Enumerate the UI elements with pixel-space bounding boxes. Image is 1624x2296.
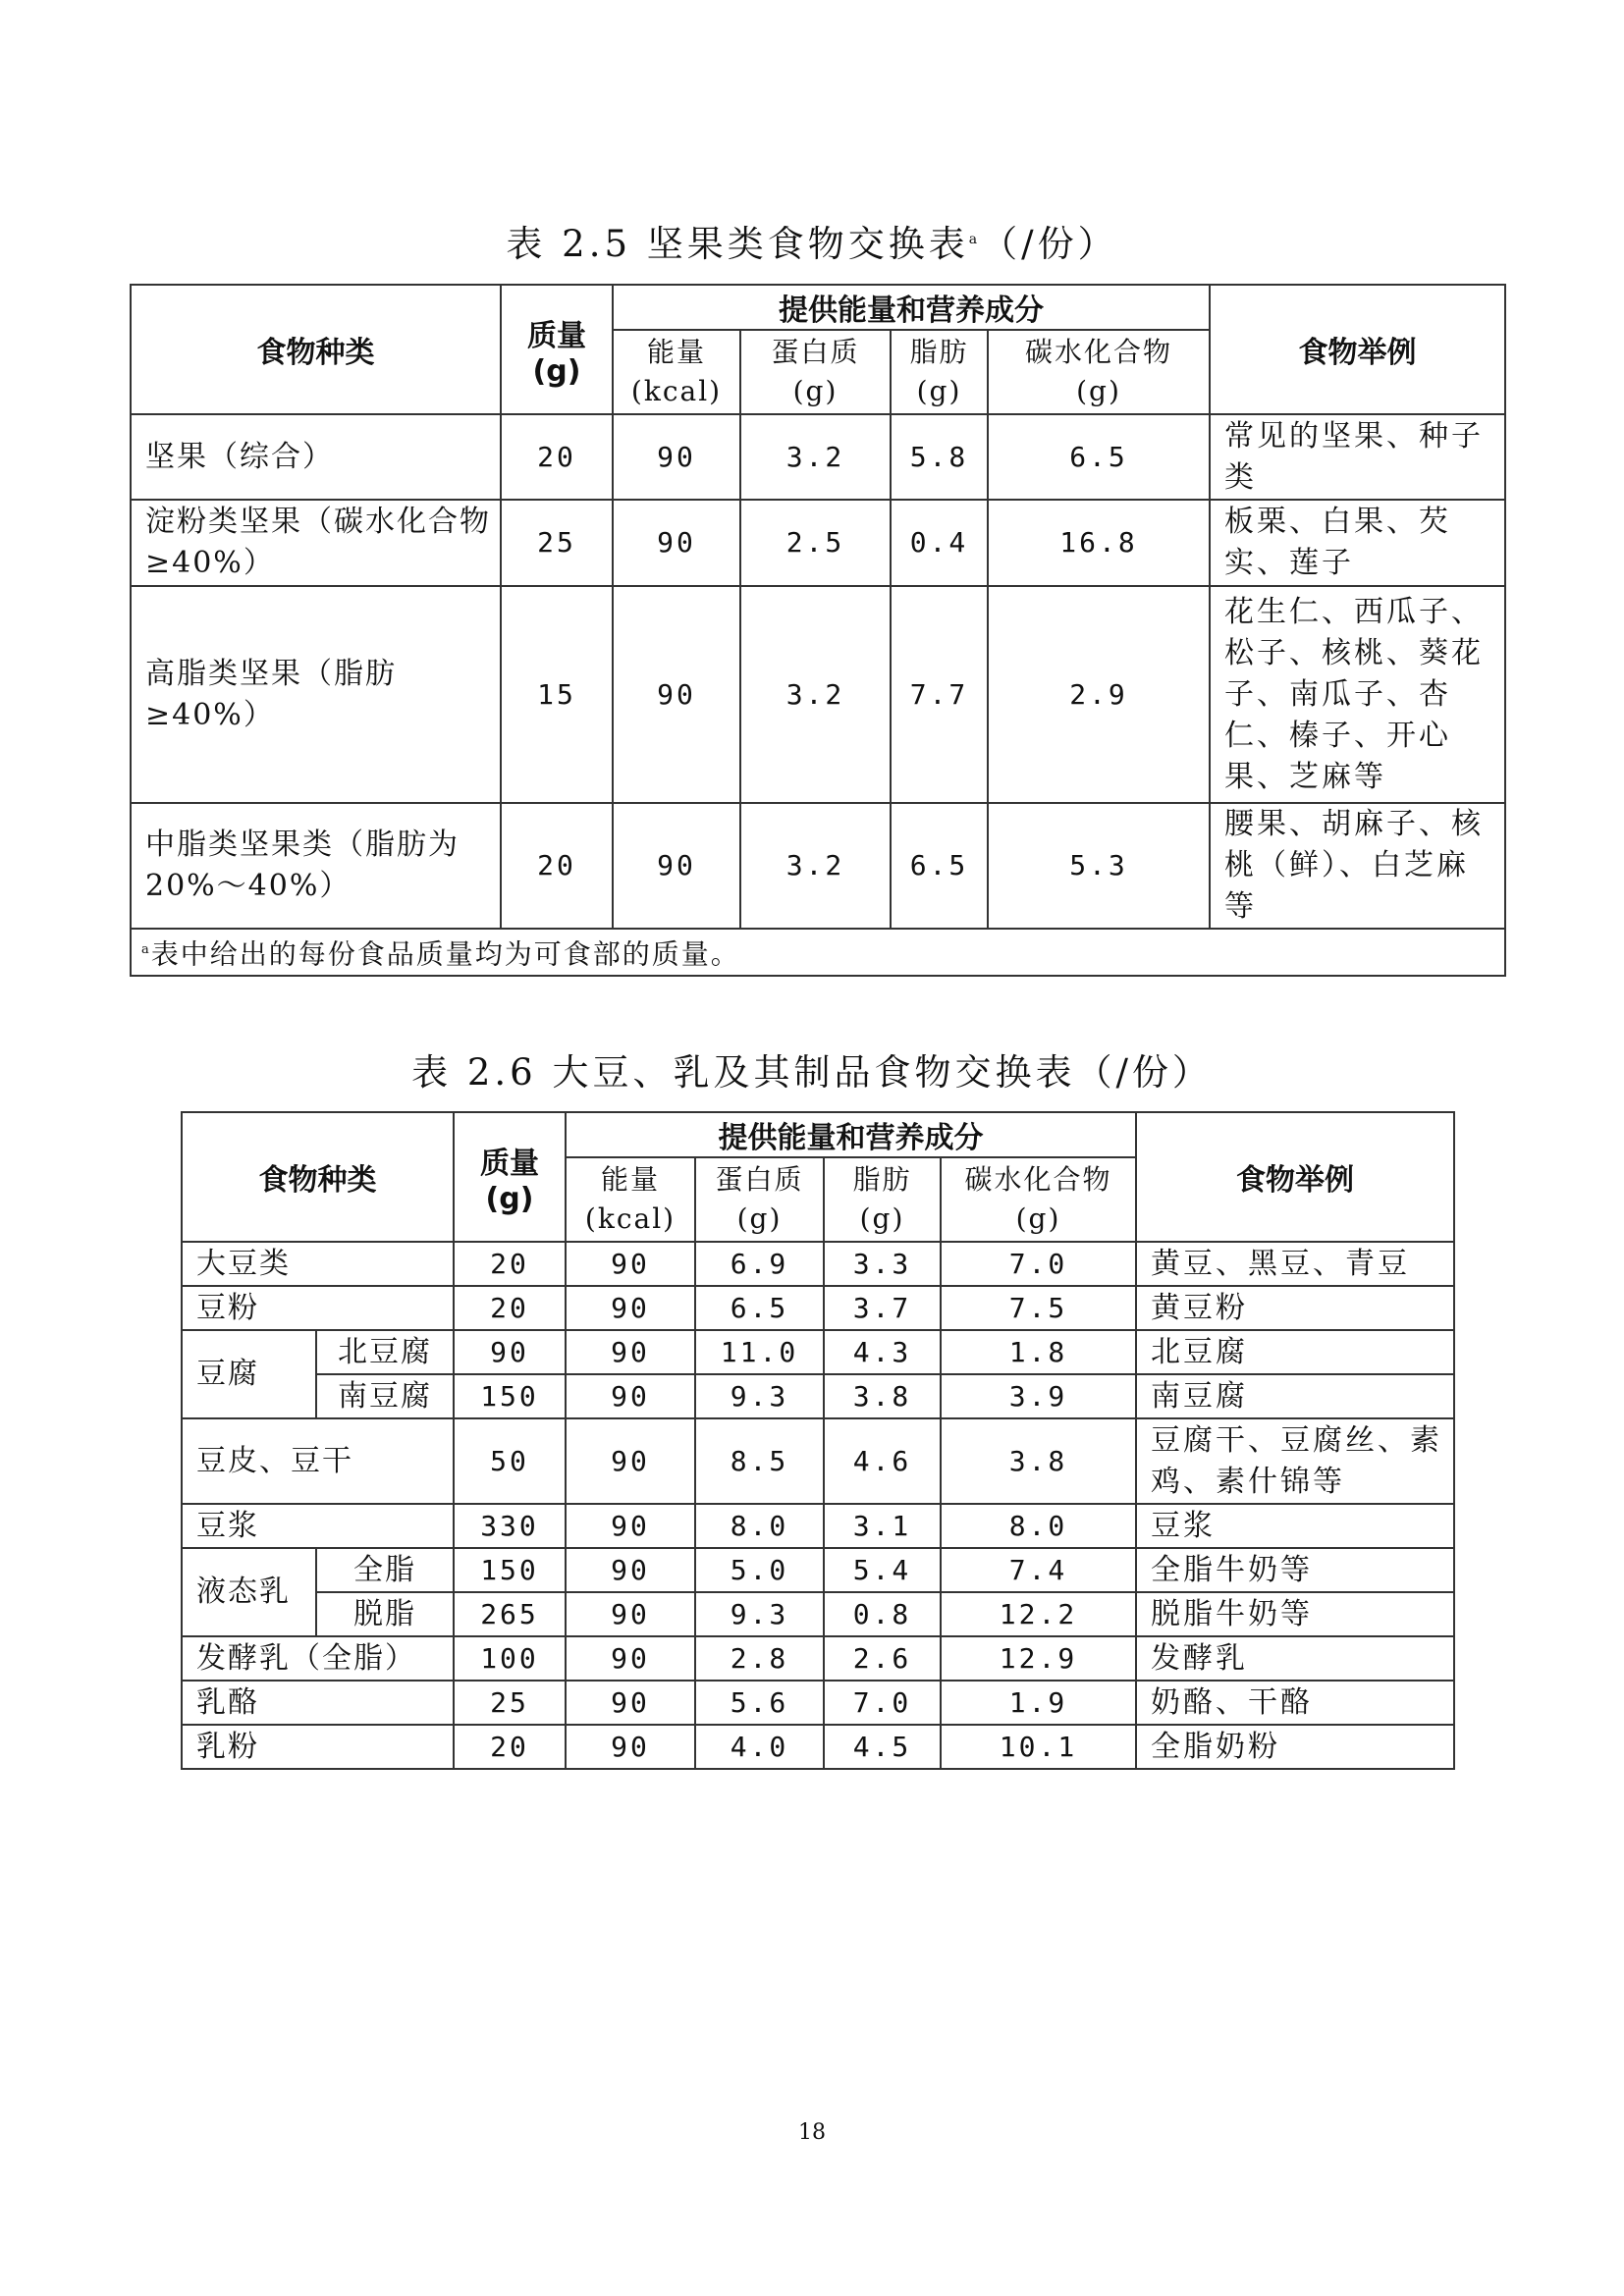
cell-subtype: 南豆腐	[316, 1374, 454, 1418]
header-fat-label: 脂肪	[909, 336, 969, 368]
cell-examples: 花生仁、西瓜子、松子、核桃、葵花子、南瓜子、杏仁、榛子、开心果、芝麻等	[1210, 586, 1505, 803]
header-fat-unit: (g)	[859, 1202, 905, 1235]
cell-fat: 7.7	[891, 586, 988, 803]
header-carb-unit: (g)	[1015, 1202, 1061, 1235]
table-row	[182, 1725, 1454, 1769]
header-energy-unit: (kcal)	[630, 375, 723, 407]
table-2-6-caption	[0, 1042, 1624, 1095]
table-row	[182, 1330, 1454, 1374]
cell-carb: 2.9	[988, 586, 1210, 803]
header-protein-label: 蛋白质	[771, 336, 860, 368]
cell-subtype: 全脂	[316, 1548, 454, 1592]
cell-energy: 90	[613, 414, 740, 500]
cell-protein: 3.2	[740, 414, 891, 500]
cell-food: 淀粉类坚果（碳水化合物≥40%）	[131, 500, 501, 586]
header-food-type: 食物种类	[182, 1112, 454, 1242]
header-carb	[988, 330, 1210, 414]
header-carb-unit: (g)	[1076, 375, 1121, 407]
cell-examples: 腰果、胡麻子、核桃（鲜）、白芝麻等	[1210, 803, 1505, 929]
cell-mass: 25	[501, 500, 613, 586]
header-energy	[613, 330, 740, 414]
header-energy-label: 能量	[646, 336, 706, 368]
table-row	[182, 1374, 1454, 1418]
cell-carb: 6.5	[988, 414, 1210, 500]
table-row	[182, 1548, 1454, 1592]
cell-fat: 4.3	[824, 1330, 941, 1374]
cell-carb: 1.9	[941, 1681, 1136, 1725]
cell-energy: 90	[566, 1725, 695, 1769]
header-energy	[566, 1157, 695, 1242]
cell-energy: 90	[566, 1286, 695, 1330]
header-mass-unit: (g)	[532, 353, 581, 389]
cell-protein: 8.0	[695, 1504, 824, 1548]
header-mass-unit: (g)	[485, 1181, 534, 1216]
cell-mass: 330	[454, 1504, 566, 1548]
cell-subtype: 北豆腐	[316, 1330, 454, 1374]
cell-carb: 8.0	[941, 1504, 1136, 1548]
cell-mass: 20	[501, 803, 613, 929]
table-row	[131, 414, 1505, 500]
cell-mass: 25	[454, 1681, 566, 1725]
header-mass-label: 质量	[527, 318, 586, 353]
table-2-5	[130, 284, 1506, 977]
cell-mass: 150	[454, 1548, 566, 1592]
cell-protein: 9.3	[695, 1374, 824, 1418]
cell-fat: 5.4	[824, 1548, 941, 1592]
cell-carb: 7.5	[941, 1286, 1136, 1330]
cell-mass: 150	[454, 1374, 566, 1418]
table-row	[182, 1592, 1454, 1636]
header-carb-label: 碳水化合物	[964, 1163, 1112, 1196]
header-protein-label: 蛋白质	[715, 1163, 804, 1196]
cell-energy: 90	[613, 500, 740, 586]
cell-examples: 全脂奶粉	[1136, 1725, 1454, 1769]
table-row	[182, 1418, 1454, 1504]
cell-food: 豆皮、豆干	[182, 1418, 454, 1504]
cell-food: 坚果（综合）	[131, 414, 501, 500]
cell-mass: 90	[454, 1330, 566, 1374]
cell-food: 高脂类坚果（脂肪≥40%）	[131, 586, 501, 803]
cell-energy: 90	[566, 1374, 695, 1418]
table-2-6	[181, 1111, 1455, 1770]
header-protein	[740, 330, 891, 414]
header-energy-label: 能量	[600, 1163, 660, 1196]
cell-fat: 4.6	[824, 1418, 941, 1504]
cell-examples: 奶酪、干酪	[1136, 1681, 1454, 1725]
cell-mass: 50	[454, 1418, 566, 1504]
table-row	[131, 586, 1505, 803]
header-provides: 提供能量和营养成分	[613, 285, 1210, 330]
caption-footnote-mark: a	[968, 231, 978, 247]
cell-mass: 15	[501, 586, 613, 803]
cell-protein: 8.5	[695, 1418, 824, 1504]
caption-unit: （/份）	[981, 223, 1118, 265]
cell-food: 中脂类坚果类（脂肪为20%～40%）	[131, 803, 501, 929]
cell-food: 乳粉	[182, 1725, 454, 1769]
cell-examples: 北豆腐	[1136, 1330, 1454, 1374]
header-mass-label: 质量	[480, 1146, 539, 1181]
cell-food: 发酵乳（全脂）	[182, 1636, 454, 1681]
cell-fat: 2.6	[824, 1636, 941, 1681]
cell-fat: 0.4	[891, 500, 988, 586]
header-mass	[501, 285, 613, 414]
cell-mass: 20	[454, 1242, 566, 1286]
cell-mass: 20	[501, 414, 613, 500]
cell-energy: 90	[566, 1548, 695, 1592]
header-fat-label: 脂肪	[852, 1163, 912, 1196]
cell-examples: 黄豆、黑豆、青豆	[1136, 1242, 1454, 1286]
cell-fat: 6.5	[891, 803, 988, 929]
cell-protein: 5.0	[695, 1548, 824, 1592]
cell-fat: 3.8	[824, 1374, 941, 1418]
cell-carb: 12.9	[941, 1636, 1136, 1681]
table-row	[131, 500, 1505, 586]
cell-mass: 20	[454, 1286, 566, 1330]
page-number: 18	[798, 2120, 826, 2145]
cell-carb: 16.8	[988, 500, 1210, 586]
cell-examples: 全脂牛奶等	[1136, 1548, 1454, 1592]
cell-food: 大豆类	[182, 1242, 454, 1286]
cell-energy: 90	[566, 1418, 695, 1504]
cell-protein: 11.0	[695, 1330, 824, 1374]
cell-examples: 南豆腐	[1136, 1374, 1454, 1418]
cell-examples: 豆浆	[1136, 1504, 1454, 1548]
cell-food: 豆浆	[182, 1504, 454, 1548]
cell-fat: 4.5	[824, 1725, 941, 1769]
cell-protein: 4.0	[695, 1725, 824, 1769]
header-provides: 提供能量和营养成分	[566, 1112, 1136, 1157]
cell-energy: 90	[566, 1330, 695, 1374]
cell-examples: 黄豆粉	[1136, 1286, 1454, 1330]
cell-examples: 板栗、白果、芡实、莲子	[1210, 500, 1505, 586]
caption-text: 表 2.5 坚果类食物交换表	[506, 223, 969, 265]
table-row	[182, 1286, 1454, 1330]
table-footnote	[131, 929, 1505, 976]
cell-examples: 豆腐干、豆腐丝、素鸡、素什锦等	[1136, 1418, 1454, 1504]
cell-food: 乳酪	[182, 1681, 454, 1725]
cell-fat: 0.8	[824, 1592, 941, 1636]
cell-mass: 265	[454, 1592, 566, 1636]
cell-carb: 10.1	[941, 1725, 1136, 1769]
cell-energy: 90	[613, 586, 740, 803]
header-mass	[454, 1112, 566, 1242]
header-energy-unit: (kcal)	[584, 1202, 677, 1235]
cell-fat: 7.0	[824, 1681, 941, 1725]
cell-carb: 7.0	[941, 1242, 1136, 1286]
header-protein-unit: (g)	[736, 1202, 783, 1235]
cell-fat: 3.1	[824, 1504, 941, 1548]
cell-carb: 3.8	[941, 1418, 1136, 1504]
cell-food-group: 豆腐	[182, 1330, 316, 1418]
table-2-5-caption	[0, 214, 1624, 267]
cell-carb: 5.3	[988, 803, 1210, 929]
caption-text: 表 2.6 大豆、乳及其制品食物交换表（/份）	[411, 1051, 1213, 1094]
table-row	[131, 803, 1505, 929]
footnote-row	[131, 929, 1505, 976]
cell-food: 豆粉	[182, 1286, 454, 1330]
footnote-mark: a	[141, 942, 151, 957]
cell-protein: 6.9	[695, 1242, 824, 1286]
cell-mass: 100	[454, 1636, 566, 1681]
header-protein	[695, 1157, 824, 1242]
cell-energy: 90	[566, 1636, 695, 1681]
cell-fat: 3.3	[824, 1242, 941, 1286]
cell-examples: 发酵乳	[1136, 1636, 1454, 1681]
cell-energy: 90	[566, 1681, 695, 1725]
table-row	[182, 1242, 1454, 1286]
table-row	[182, 1636, 1454, 1681]
cell-energy: 90	[566, 1242, 695, 1286]
cell-protein: 3.2	[740, 803, 891, 929]
cell-examples: 脱脂牛奶等	[1136, 1592, 1454, 1636]
cell-protein: 6.5	[695, 1286, 824, 1330]
cell-fat: 3.7	[824, 1286, 941, 1330]
cell-food-group: 液态乳	[182, 1548, 316, 1636]
cell-carb: 3.9	[941, 1374, 1136, 1418]
header-fat	[824, 1157, 941, 1242]
header-carb	[941, 1157, 1136, 1242]
header-carb-label: 碳水化合物	[1024, 336, 1172, 368]
table-row	[182, 1681, 1454, 1725]
cell-protein: 2.8	[695, 1636, 824, 1681]
header-fat-unit: (g)	[916, 375, 962, 407]
footnote-text: 表中给出的每份食品质量均为可食部的质量。	[150, 937, 740, 971]
header-examples: 食物举例	[1136, 1112, 1454, 1242]
cell-energy: 90	[566, 1592, 695, 1636]
header-protein-unit: (g)	[792, 375, 839, 407]
cell-energy: 90	[566, 1504, 695, 1548]
table-row	[182, 1504, 1454, 1548]
cell-mass: 20	[454, 1725, 566, 1769]
cell-protein: 2.5	[740, 500, 891, 586]
cell-carb: 1.8	[941, 1330, 1136, 1374]
cell-examples: 常见的坚果、种子类	[1210, 414, 1505, 500]
cell-fat: 5.8	[891, 414, 988, 500]
header-examples: 食物举例	[1210, 285, 1505, 414]
cell-protein: 3.2	[740, 586, 891, 803]
cell-carb: 12.2	[941, 1592, 1136, 1636]
cell-subtype: 脱脂	[316, 1592, 454, 1636]
cell-energy: 90	[613, 803, 740, 929]
cell-carb: 7.4	[941, 1548, 1136, 1592]
cell-protein: 9.3	[695, 1592, 824, 1636]
header-food-type: 食物种类	[131, 285, 501, 414]
header-fat	[891, 330, 988, 414]
cell-protein: 5.6	[695, 1681, 824, 1725]
